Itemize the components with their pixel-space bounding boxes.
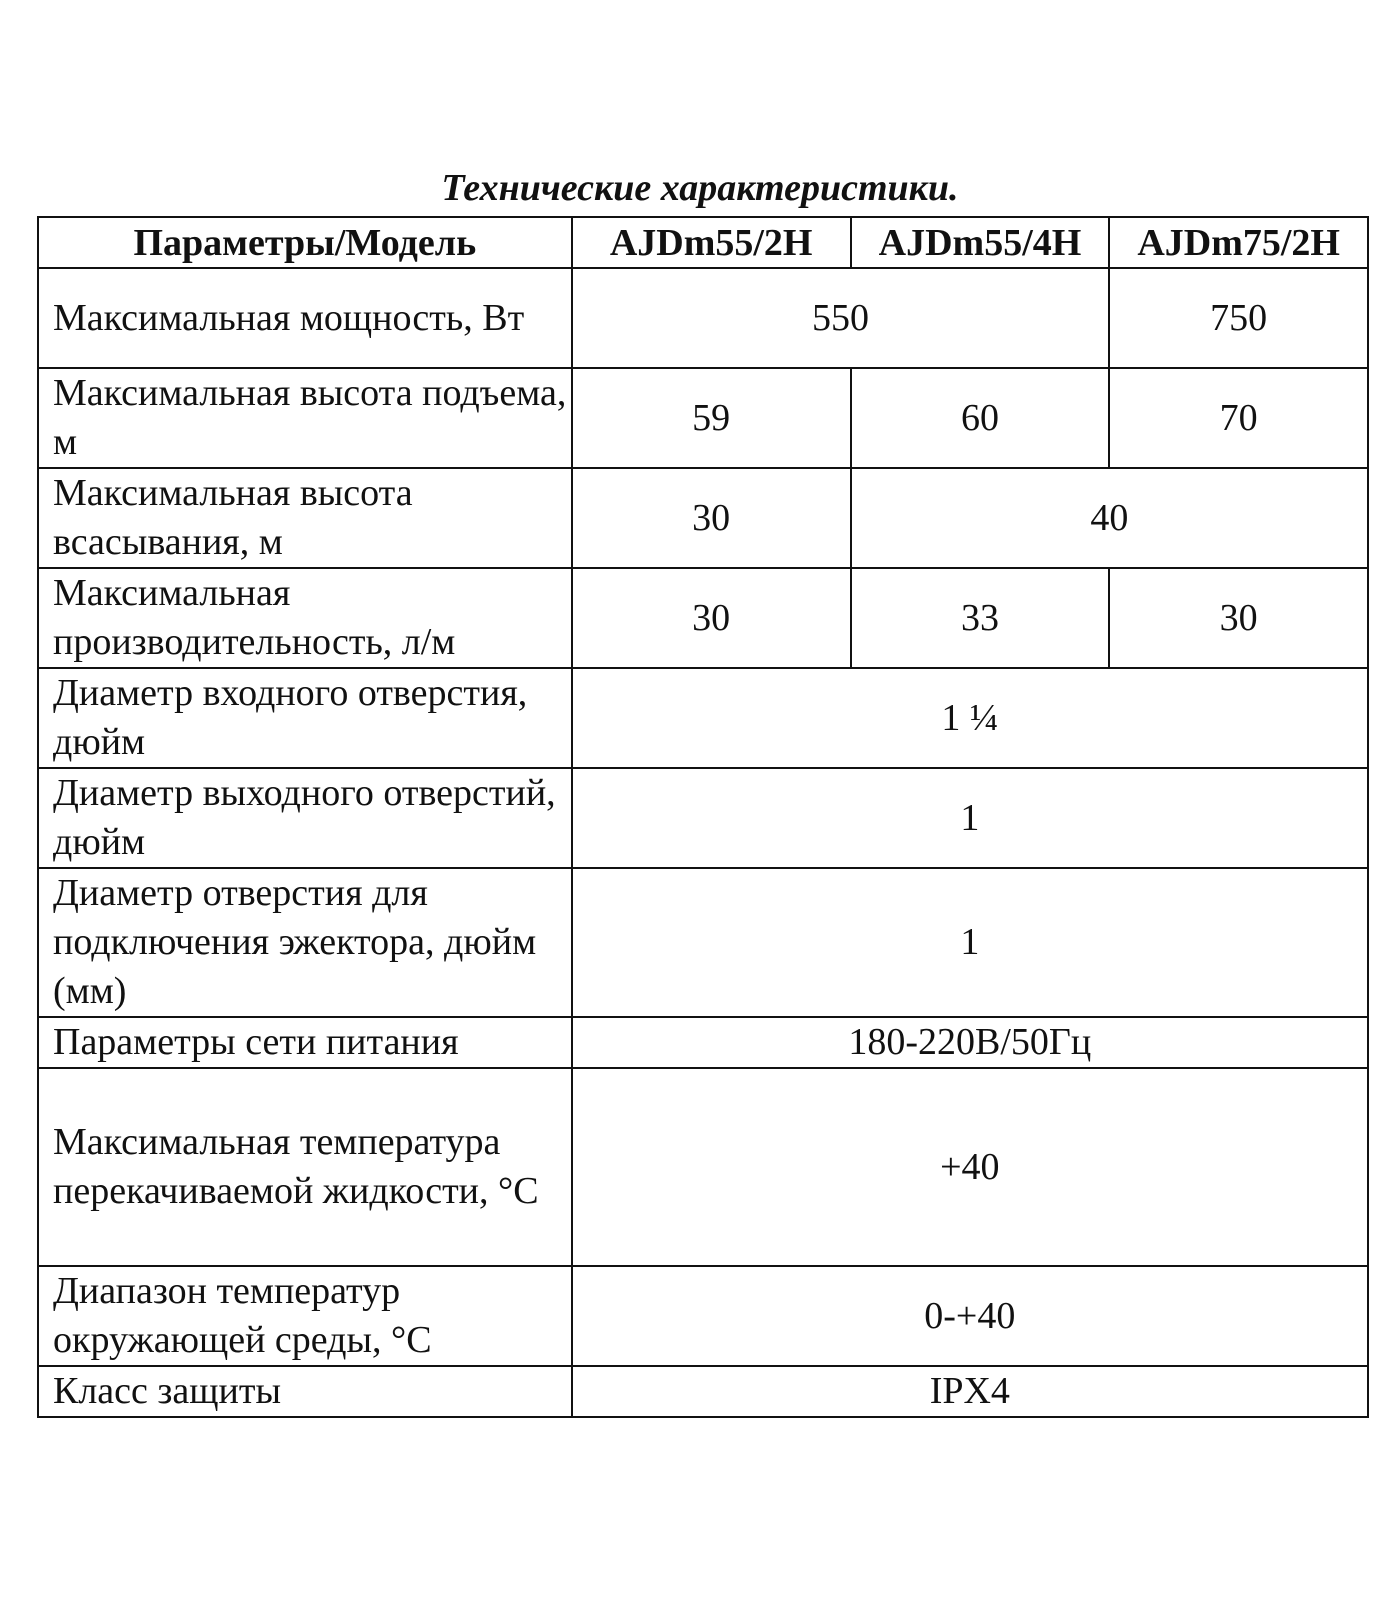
header-param: Параметры/Модель [38, 217, 572, 268]
table-row-protection [38, 1366, 1368, 1417]
cell-value: 1 [572, 768, 1368, 868]
document-title: Технические характеристики. [441, 167, 959, 209]
table-row-suction [38, 468, 1368, 568]
cell-value: 550 [572, 268, 1110, 368]
cell-value: 30 [1109, 568, 1368, 668]
param-label: Максимальная мощность, Вт [38, 268, 572, 368]
param-label: Максимальная высота всасывания, м [38, 468, 572, 568]
param-label: Диаметр входного отверстия, дюйм [38, 668, 572, 768]
param-label: Максимальная высота подъема, м [38, 368, 572, 468]
cell-value: 180-220В/50Гц [572, 1017, 1368, 1068]
cell-value: 70 [1109, 368, 1368, 468]
cell-value: 33 [851, 568, 1110, 668]
header-row [38, 217, 1368, 268]
table-row-power [38, 268, 1368, 368]
table-row-liquid-temp [38, 1068, 1368, 1266]
table-row-inlet [38, 668, 1368, 768]
table-row-ambient-temp [38, 1266, 1368, 1366]
specs-table [37, 216, 1369, 1418]
param-label: Максимальная температура перекачиваемой жидкости, °С [38, 1068, 572, 1266]
cell-value: 40 [851, 468, 1368, 568]
table-row-ejector [38, 868, 1368, 1017]
cell-value: 30 [572, 568, 851, 668]
param-label: Максимальная производительность, л/м [38, 568, 572, 668]
param-label: Класс защиты [38, 1366, 572, 1417]
cell-value: 1 [572, 868, 1368, 1017]
table-row-head [38, 368, 1368, 468]
cell-value: +40 [572, 1068, 1368, 1266]
cell-value: IPX4 [572, 1366, 1368, 1417]
param-label: Диапазон температур окружающей среды, °С [38, 1266, 572, 1366]
header-model-1: AJDm55/2H [572, 217, 851, 268]
cell-value: 0-+40 [572, 1266, 1368, 1366]
cell-value: 59 [572, 368, 851, 468]
table-row-outlet [38, 768, 1368, 868]
cell-value: 30 [572, 468, 851, 568]
table-row-mains [38, 1017, 1368, 1068]
table-row-flow [38, 568, 1368, 668]
cell-value: 60 [851, 368, 1110, 468]
param-label: Диаметр выходного отверстий, дюйм [38, 768, 572, 868]
param-label: Параметры сети питания [38, 1017, 572, 1068]
header-model-3: AJDm75/2H [1109, 217, 1368, 268]
cell-value: 750 [1109, 268, 1368, 368]
cell-value: 1 ¼ [572, 668, 1368, 768]
header-model-2: AJDm55/4H [851, 217, 1110, 268]
param-label: Диаметр отверстия для подключения эжектора, дюйм (мм) [38, 868, 572, 1017]
